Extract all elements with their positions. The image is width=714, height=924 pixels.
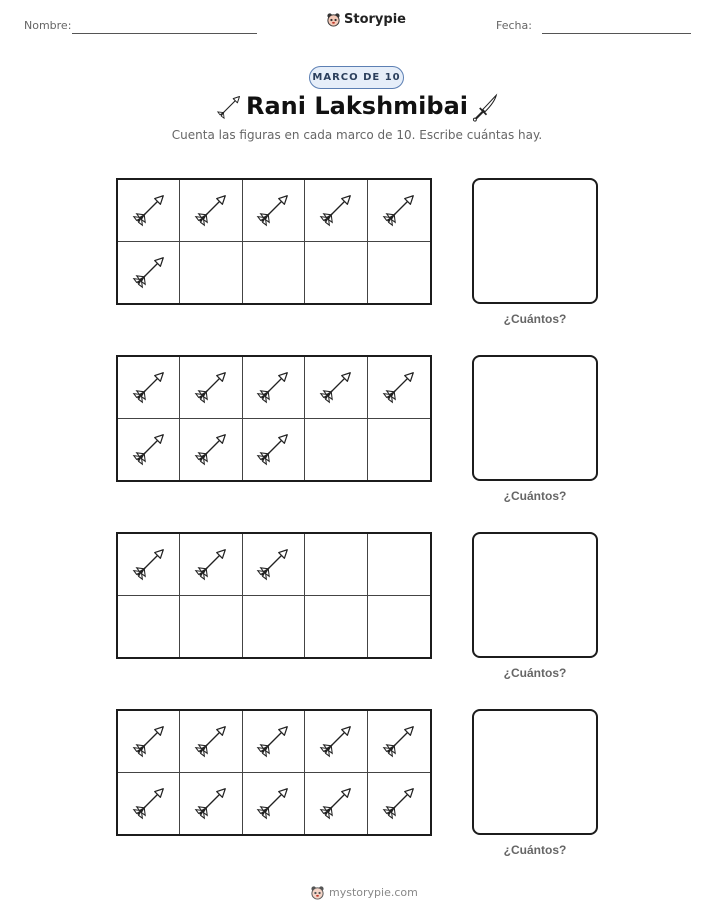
frame-cell (368, 596, 430, 658)
frame-cell (305, 596, 367, 658)
panda-mascot-icon (310, 885, 325, 900)
arrow-icon (254, 191, 292, 229)
frame-cell (118, 596, 180, 658)
arrow-icon (130, 430, 168, 468)
frame-cell (305, 357, 367, 419)
arrow-icon (192, 545, 230, 583)
answer-box-2[interactable] (472, 355, 598, 481)
brand-logo (326, 12, 406, 27)
how-many-label-3: ¿Cuántos? (503, 666, 567, 680)
arrow-icon (192, 430, 230, 468)
frame-cell (305, 534, 367, 596)
how-many-label-1: ¿Cuántos? (503, 312, 567, 326)
frame-cell (305, 242, 367, 304)
frame-cell (118, 419, 180, 481)
frame-cell (368, 419, 430, 481)
arrow-icon (254, 545, 292, 583)
arrow-icon (130, 368, 168, 406)
arrow-icon (192, 191, 230, 229)
arrow-icon (317, 784, 355, 822)
date-line[interactable] (542, 33, 691, 34)
answer-box-4[interactable] (472, 709, 598, 835)
frame-cell (368, 242, 430, 304)
frame-cell (180, 419, 242, 481)
frame-cell (180, 242, 242, 304)
frame-cell (305, 773, 367, 835)
frame-cell (180, 534, 242, 596)
answer-box-3[interactable] (472, 532, 598, 658)
frame-cell (118, 357, 180, 419)
how-many-label-4: ¿Cuántos? (503, 843, 567, 857)
answer-box-1[interactable] (472, 178, 598, 304)
arrow-icon (380, 722, 418, 760)
frame-cell (118, 773, 180, 835)
arrow-icon (254, 430, 292, 468)
arrow-icon (192, 368, 230, 406)
frame-cell (368, 180, 430, 242)
frame-cell (180, 180, 242, 242)
arrow-icon (317, 191, 355, 229)
panda-mascot-icon (326, 12, 341, 27)
brand-name: Storypie (344, 12, 406, 27)
ten-frame-2 (116, 355, 432, 482)
frame-cell (180, 773, 242, 835)
frame-cell (118, 534, 180, 596)
frame-cell (368, 357, 430, 419)
arrow-icon (130, 191, 168, 229)
sword-icon (470, 92, 500, 124)
frame-cell (243, 419, 305, 481)
frame-cell (243, 357, 305, 419)
worksheet-type-badge: MARCO DE 10 (309, 66, 404, 89)
frame-cell (118, 711, 180, 773)
frame-cell (180, 596, 242, 658)
footer (310, 885, 418, 900)
frame-cell (243, 711, 305, 773)
frame-cell (243, 773, 305, 835)
frame-cell (368, 773, 430, 835)
page-title: Rani Lakshmibai (246, 92, 468, 120)
arrow-icon (380, 191, 418, 229)
ten-frame-3 (116, 532, 432, 659)
ten-frame-1 (116, 178, 432, 305)
arrow-icon (254, 368, 292, 406)
arrow-icon (254, 722, 292, 760)
frame-cell (243, 534, 305, 596)
arrow-icon (192, 784, 230, 822)
how-many-label-2: ¿Cuántos? (503, 489, 567, 503)
frame-cell (180, 357, 242, 419)
frame-cell (368, 534, 430, 596)
arrow-icon (130, 784, 168, 822)
arrow-icon (380, 368, 418, 406)
arrow-icon (192, 722, 230, 760)
frame-cell (243, 242, 305, 304)
arrow-icon (317, 722, 355, 760)
arrow-icon (130, 722, 168, 760)
footer-url: mystorypie.com (329, 886, 418, 899)
name-line[interactable] (72, 33, 257, 34)
frame-cell (118, 242, 180, 304)
arrow-icon (317, 368, 355, 406)
instructions: Cuenta las figuras en cada marco de 10. Escribe cuántas hay. (171, 128, 543, 142)
date-label: Fecha: (496, 19, 532, 32)
frame-cell (305, 180, 367, 242)
arrow-icon (130, 253, 168, 291)
arrow-icon (130, 545, 168, 583)
arrow-icon (254, 784, 292, 822)
ten-frame-4 (116, 709, 432, 836)
name-label: Nombre: (24, 19, 72, 32)
frame-cell (368, 711, 430, 773)
frame-cell (305, 711, 367, 773)
frame-cell (118, 180, 180, 242)
frame-cell (180, 711, 242, 773)
frame-cell (305, 419, 367, 481)
frame-cell (243, 596, 305, 658)
frame-cell (243, 180, 305, 242)
arrow-icon (380, 784, 418, 822)
